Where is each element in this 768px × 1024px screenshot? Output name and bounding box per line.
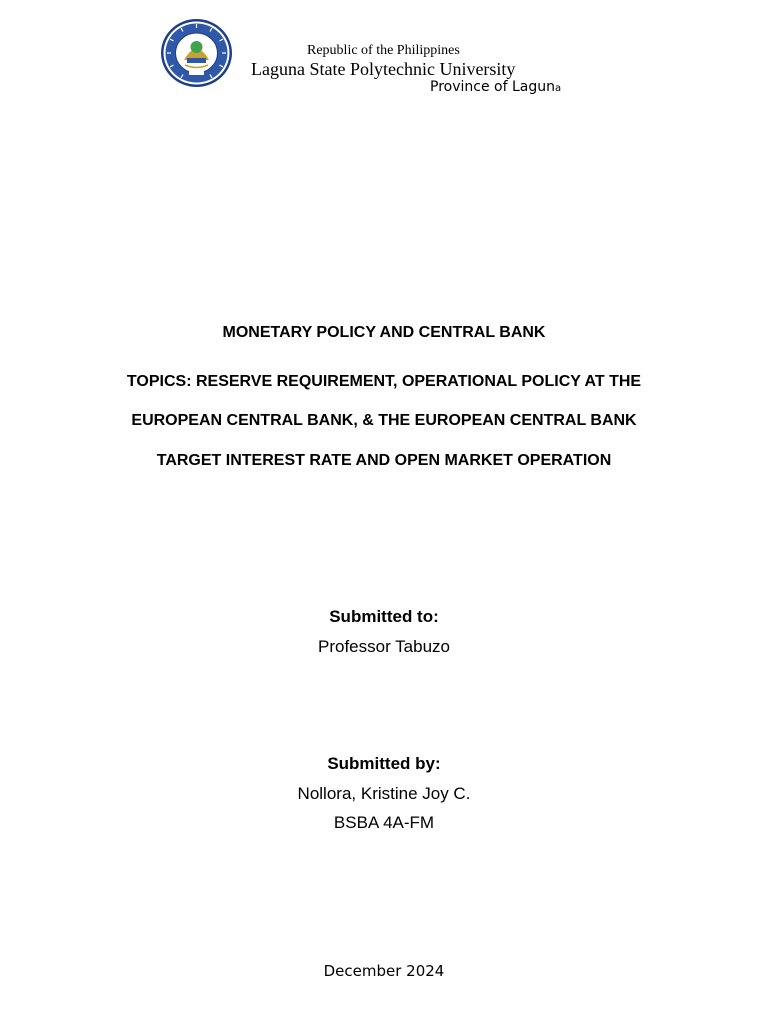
university-name: Laguna State Polytechnic University [251, 59, 516, 79]
topics-line-1: TOPICS: RESERVE REQUIREMENT, OPERATIONAL POLICY AT THE [126, 373, 642, 390]
submitted-by-name: Nollora, Kristine Joy C. [297, 784, 471, 803]
document-title: MONETARY POLICY AND CENTRAL BANK [222, 324, 546, 341]
university-seal-logo [160, 18, 233, 88]
province-heading [430, 79, 561, 95]
submission-date: December 2024 [323, 962, 445, 980]
province-text: Province of Lagun [430, 79, 555, 95]
submitted-by-course: BSBA 4A-FM [333, 813, 435, 832]
submitted-by-label: Submitted by: [327, 754, 441, 773]
submitted-to-label: Submitted to: [329, 607, 439, 626]
topics-line-2: EUROPEAN CENTRAL BANK, & THE EUROPEAN CENTRAL BANK [131, 412, 637, 429]
province-text-tail: a [554, 83, 562, 94]
republic-heading: Republic of the Philippines [307, 43, 460, 58]
submitted-to-name: Professor Tabuzo [318, 637, 450, 656]
topics-line-3: TARGET INTEREST RATE AND OPEN MARKET OPERATION [156, 452, 612, 469]
